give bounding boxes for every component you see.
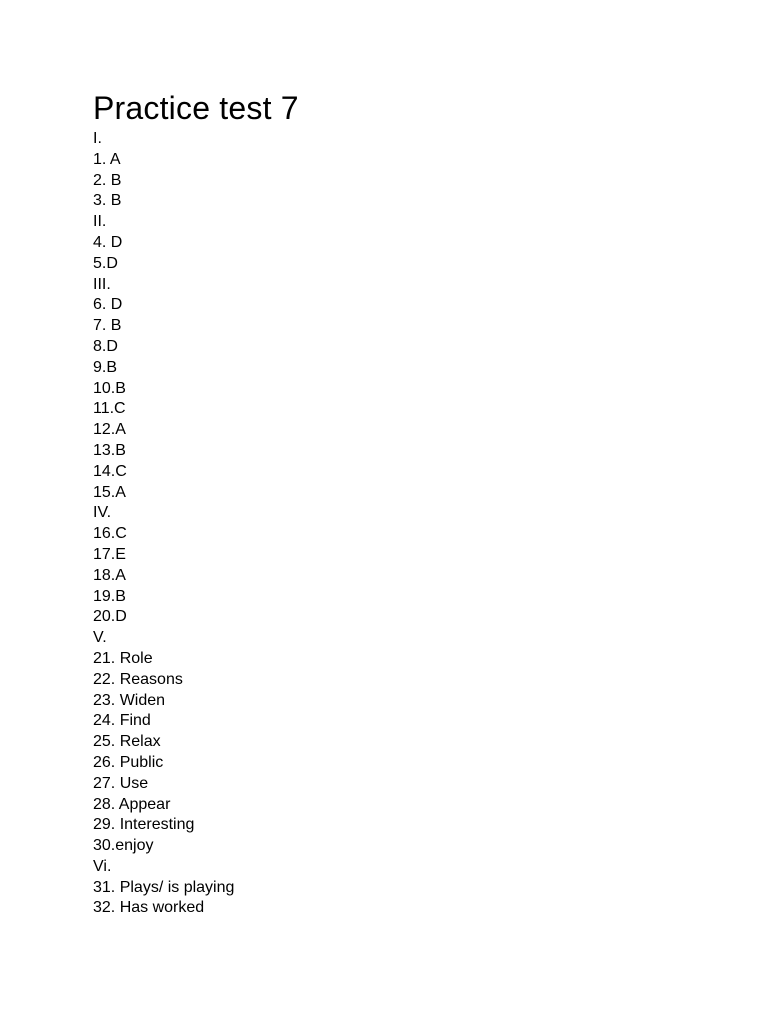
answer-line: 32. Has worked [93,899,205,917]
answer-line: 13.B [93,441,126,459]
section-heading: V. [93,629,107,647]
answer-line: 20.D [93,608,127,626]
answer-line: 16.C [93,525,127,543]
answer-line: 6. D [93,296,123,314]
page-title: Practice test 7 [93,90,299,126]
answer-line: 14.C [93,462,127,480]
answer-line: 21. Role [93,649,153,667]
answer-list [93,129,299,919]
answer-line: 30.enjoy [93,837,154,855]
answer-line: 8.D [93,337,118,355]
answer-line: 28. Appear [93,795,171,813]
answer-line: 22. Reasons [93,670,183,688]
answer-line: 18.A [93,566,126,584]
answer-line: 5.D [93,254,118,272]
answer-line: 3. B [93,192,122,210]
answer-line: 15.A [93,483,126,501]
section-heading: III. [93,275,111,293]
answer-line: 27. Use [93,774,149,792]
answer-line: 17.E [93,545,126,563]
answer-line: 24. Find [93,712,151,730]
answer-line: 1. A [93,150,121,168]
answer-line: 29. Interesting [93,816,195,834]
answer-line: 12.A [93,421,126,439]
answer-line: 26. Public [93,753,164,771]
answer-line: 31. Plays/ is playing [93,878,235,896]
section-heading: I. [93,130,102,147]
answer-line: 2. B [93,171,122,189]
answer-line: 7. B [93,317,122,335]
section-heading: II. [93,213,107,231]
document-page [93,88,299,919]
answer-line: 25. Relax [93,733,161,751]
answer-line: 19.B [93,587,126,605]
section-heading: IV. [93,504,112,522]
section-heading: Vi. [93,857,112,875]
answer-line: 9.B [93,358,118,376]
answer-line: 10.B [93,379,126,397]
answer-line: 23. Widen [93,691,166,709]
answer-line: 4. D [93,233,123,251]
answer-line: 11.C [93,400,126,418]
